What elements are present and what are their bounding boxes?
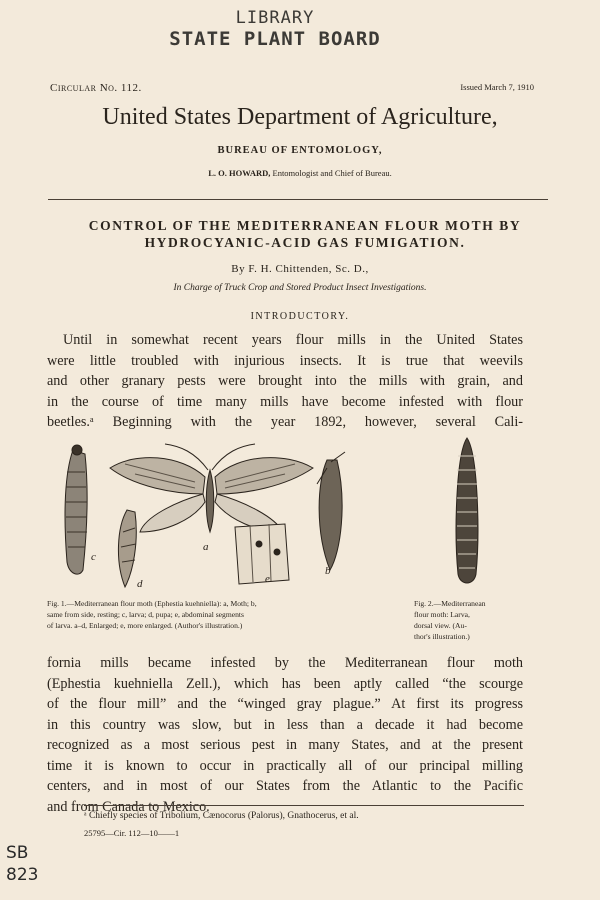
stamp-line-2: STATE PLANT BOARD: [169, 28, 381, 50]
call-number-line-2: 823: [6, 865, 39, 885]
pupa-drawing: [118, 510, 136, 587]
caption-line: dorsal view. (Au-: [414, 621, 467, 630]
figure-label-d: d: [137, 578, 143, 590]
byline-affiliation: In Charge of Truck Crop and Stored Product Insect Investigations.: [173, 283, 427, 293]
bureau-name: BUREAU OF ENTOMOLOGY,: [217, 145, 383, 156]
text-line: in this country was slow, but in less than a decade it had become: [47, 716, 523, 733]
caption-line: thor's illustration.): [414, 632, 470, 641]
article-title: [45, 217, 565, 251]
caption-line: of larva. a–d, Enlarged; e, more enlarged. (Author's illustration.): [47, 621, 243, 630]
print-code: 25795—Cir. 112—10——1: [84, 828, 180, 838]
footnote-divider: [84, 805, 524, 806]
figure-label-a: a: [203, 541, 209, 553]
paragraph-intro: [47, 330, 523, 433]
chief-line: [0, 168, 600, 178]
caption-line: Fig. 2.—Mediterranean: [414, 599, 486, 608]
figure-label-b: b: [325, 565, 331, 577]
moth-resting-drawing: [317, 452, 345, 570]
paragraph-continuation: [47, 653, 523, 817]
call-number: [6, 842, 38, 886]
text-line: fornia mills became infested by the Mediterranean flour moth: [47, 655, 523, 671]
text-line: and from Canada to Mexico.: [47, 798, 210, 815]
abdominal-segments-drawing: [235, 524, 289, 584]
text-line: (Ephestia kuehniella Zell.), which has been aptly called “the scourge: [47, 675, 523, 692]
caption-line: same from side, resting; c, larva; d, pupa; e, abdominal segments: [47, 610, 244, 619]
figure-label-e: e: [265, 573, 270, 585]
chief-name: L. O. HOWARD,: [208, 168, 271, 178]
caption-line: flour moth: Larva,: [414, 610, 470, 619]
department-title: United States Department of Agriculture,: [102, 104, 498, 130]
moth-spread-drawing: [110, 444, 313, 532]
circular-number: Circular No. 112.: [50, 82, 142, 94]
text-line: time it is known to occur in practically all of our principal milling: [47, 757, 523, 774]
figure-2-illustration: [442, 434, 492, 594]
text-line: were little troubled with injurious insects. It is true that weevils: [47, 352, 523, 369]
caption-line: Fig. 1.—Mediterranean flour moth (Ephestia kuehniella): a, Moth; b,: [47, 599, 257, 608]
chief-title: Entomologist and Chief of Bureau.: [270, 168, 392, 178]
text-line: beetles.ᵃ Beginning with the year 1892, however, several Cali-: [47, 414, 523, 430]
text-line: centers, and in most of our States from the Atlantic to the Pacific: [47, 778, 523, 794]
text-line: and other granary pests were brought into the mills with grain, and: [47, 373, 523, 389]
call-number-line-1: SB: [6, 843, 29, 863]
footnote-text: ᵃ Chiefly species of Tribolium, Cænocorus (Palorus), Gnathocerus, et al.: [84, 811, 359, 821]
figure-1-caption: [47, 598, 367, 631]
text-line: Until in somewhat recent years flour mills in the United States: [63, 332, 523, 348]
larva-side-drawing: [65, 445, 87, 574]
title-line-1: CONTROL OF THE MEDITERRANEAN FLOUR MOTH BY: [88, 218, 522, 233]
text-line: of the flour mill” and the “winged gray plague.” At first its progress: [47, 696, 523, 712]
figure-1-illustration: [45, 432, 375, 592]
header-divider: [48, 199, 548, 200]
text-line: in the course of time many mills have become infested with flour: [47, 393, 523, 410]
byline: By F. H. Chittenden, Sc. D.,: [231, 263, 369, 275]
figure-label-c: c: [91, 551, 96, 563]
text-line: recognized as a most serious pest in many States, and at the present: [47, 737, 523, 753]
title-line-2: HYDROCYANIC-ACID GAS FUMIGATION.: [144, 235, 466, 250]
stamp-line-1: LIBRARY: [235, 8, 315, 28]
library-stamp: [150, 8, 400, 50]
figure-2-caption: [414, 598, 524, 642]
section-heading: INTRODUCTORY.: [250, 311, 350, 322]
issue-date: Issued March 7, 1910: [460, 82, 534, 92]
